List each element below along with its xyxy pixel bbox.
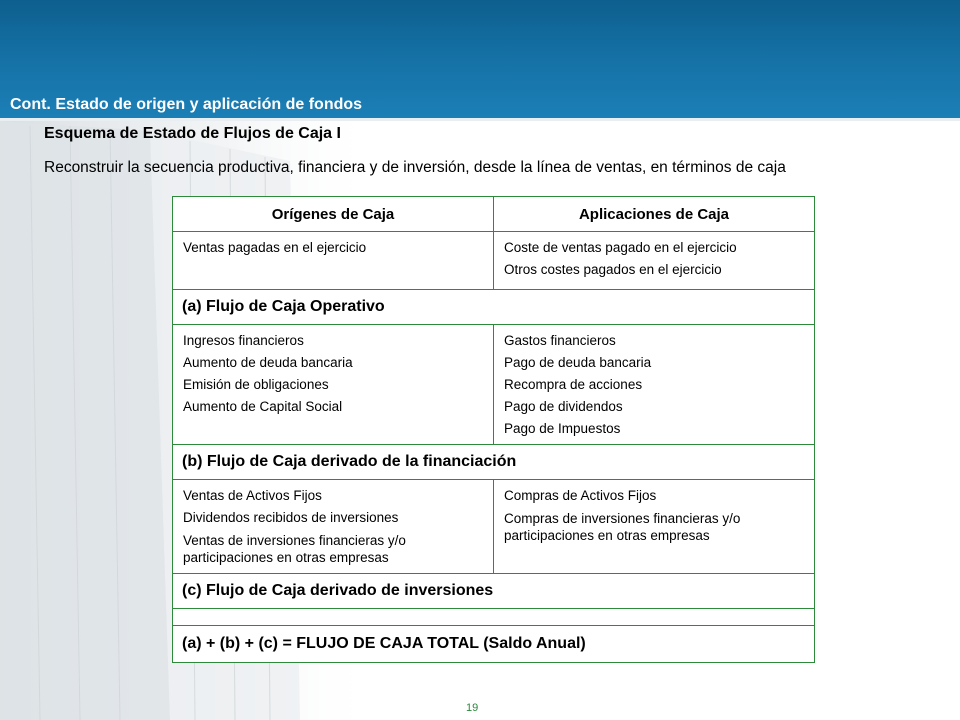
list-item: Pago de dividendos <box>504 399 623 414</box>
list-item: Ventas pagadas en el ejercicio <box>183 240 367 255</box>
list-item: Ingresos financieros <box>183 333 304 348</box>
financing-cash-flow-total: (b) Flujo de Caja derivado de la financiación <box>173 445 815 480</box>
applications-cell <box>494 325 815 445</box>
origins-cell <box>173 480 494 574</box>
applications-header: Aplicaciones de Caja <box>494 197 815 232</box>
page-number: 19 <box>466 702 479 714</box>
list-item: Pago de deuda bancaria <box>504 355 652 370</box>
origins-header: Orígenes de Caja <box>173 197 494 232</box>
list-item: Compras de Activos Fijos <box>504 488 657 503</box>
investment-cash-flow-total: (c) Flujo de Caja derivado de inversiones <box>173 574 815 609</box>
list-item: Pago de Impuestos <box>504 421 621 436</box>
slide-subtitle: Esquema de Estado de Flujos de Caja I <box>44 125 341 142</box>
empty-cell <box>173 609 815 626</box>
table-row <box>173 290 815 325</box>
slide-title: Cont. Estado de origen y aplicación de fondos <box>10 96 363 113</box>
list-item: Coste de ventas pagado en el ejercicio <box>504 240 737 255</box>
table-row <box>173 574 815 609</box>
list-item: Aumento de Capital Social <box>183 399 343 414</box>
list-item: Dividendos recibidos de inversiones <box>183 510 399 525</box>
total-cash-flow: (a) + (b) + (c) = FLUJO DE CAJA TOTAL (Saldo Anual) <box>173 626 815 663</box>
applications-cell <box>494 480 815 574</box>
cash-flow-table <box>172 196 815 663</box>
list-item: Emisión de obligaciones <box>183 377 329 392</box>
table-row <box>173 445 815 480</box>
table-spacer-row <box>173 609 815 626</box>
slide-description: Reconstruir la secuencia productiva, financiera y de inversión, desde la línea de ventas, en términos de caja <box>44 159 786 176</box>
list-item: Aumento de deuda bancaria <box>183 355 353 370</box>
table-row <box>173 325 815 445</box>
list-item: Otros costes pagados en el ejercicio <box>504 262 722 277</box>
table-row <box>173 626 815 663</box>
applications-cell <box>494 232 815 290</box>
list-item: Ventas de Activos Fijos <box>183 488 322 503</box>
list-item: Ventas de inversiones financieras y/o participaciones en otras empresas <box>183 533 406 565</box>
table-row <box>173 232 815 290</box>
origins-cell <box>173 325 494 445</box>
list-item: Recompra de acciones <box>504 377 643 392</box>
table-row <box>173 480 815 574</box>
origins-cell <box>173 232 494 290</box>
operating-cash-flow-total: (a) Flujo de Caja Operativo <box>173 290 815 325</box>
list-item: Compras de inversiones financieras y/o participaciones en otras empresas <box>504 511 741 543</box>
list-item: Gastos financieros <box>504 333 616 348</box>
table-header-row <box>173 197 815 232</box>
